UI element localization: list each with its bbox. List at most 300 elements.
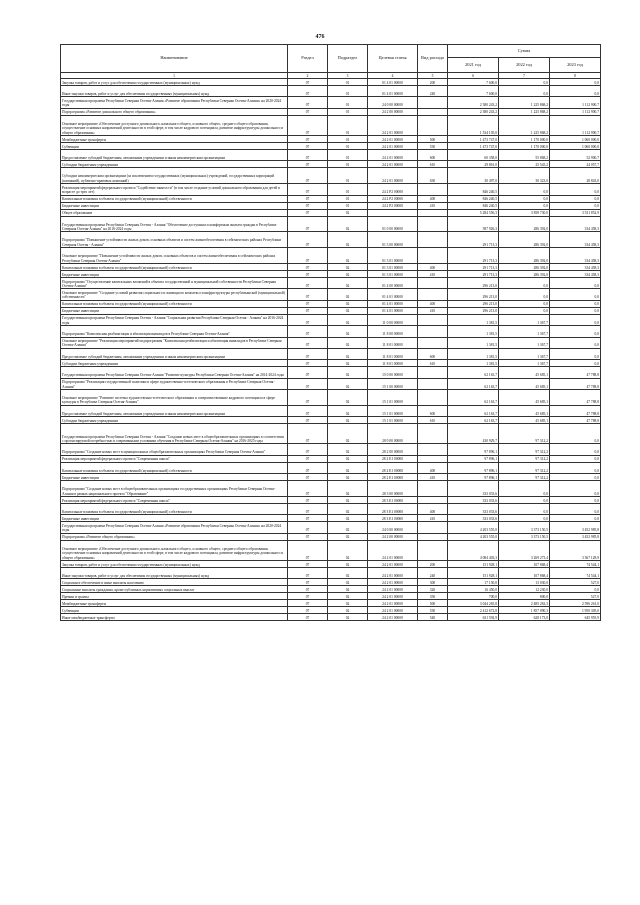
row-section: 07	[288, 586, 328, 593]
row-expense-type: 610	[418, 360, 448, 367]
row-sum-2023: 0,0	[550, 455, 601, 462]
row-sum-2022: 1 225 868,2	[499, 115, 550, 135]
row-subsection: 02	[328, 326, 368, 337]
row-sum-2023: 0,0	[550, 307, 601, 314]
row-sum-2023: 0,0	[550, 474, 601, 481]
row-sum-2023: 47 788,8	[550, 390, 601, 406]
row-sum-2023: 0,0	[550, 195, 601, 202]
table-row	[61, 270, 601, 277]
row-sum-2022: 628 173,0	[499, 614, 550, 621]
row-section: 07	[288, 86, 328, 97]
row-name: Подпрограмма "Осуществление капитальных вложений в объекты государственной и муниципальной собственности Республики Северная Осетия-Алания"	[61, 277, 288, 288]
row-sum-2022: 25 545,2	[499, 161, 550, 168]
row-expense-type	[418, 378, 448, 389]
row-sum-2021: 62 163,7	[448, 390, 499, 406]
row-sum-2022: 2 485 263,3	[499, 600, 550, 607]
row-section: 07	[288, 417, 328, 424]
row-section: 07	[288, 108, 328, 115]
row-subsection: 01	[328, 115, 368, 135]
table-row	[61, 504, 601, 515]
row-sum-2022: 286 392,0	[499, 248, 550, 264]
row-name: Реализация мероприятий федерального проекта "Современная школа"	[61, 497, 288, 504]
row-subsection: 01	[328, 184, 368, 195]
row-name: Подпрограмма "Комплексная реабилитация и абилитация инвалидов в Республике Северная Осетия-Алания"	[61, 326, 288, 337]
table-row	[61, 232, 601, 248]
table-row	[61, 424, 601, 444]
row-subsection: 02	[328, 567, 368, 578]
row-name: Бюджетные инвестиции	[61, 474, 288, 481]
row-expense-type: 600	[418, 149, 448, 160]
row-sum-2021: 2 412 672,8	[448, 607, 499, 614]
row-target-article: 24 2 01 00000	[368, 161, 418, 168]
table-row	[61, 248, 601, 264]
row-sum-2021: 5 284 556,3	[448, 209, 499, 216]
row-sum-2021: 17 150,0	[448, 579, 499, 586]
row-sum-2023: 334 458,3	[550, 248, 601, 264]
row-expense-type: 320	[418, 586, 448, 593]
row-expense-type	[418, 424, 448, 444]
row-subsection: 01	[328, 79, 368, 86]
row-sum-2022: 286 392,0	[499, 263, 550, 270]
table-row	[61, 378, 601, 389]
row-sum-2022: 1 367,7	[499, 314, 550, 325]
row-expense-type: 400	[418, 263, 448, 270]
table-row	[61, 184, 601, 195]
row-sum-2021: 333 033,6	[448, 497, 499, 504]
row-section: 07	[288, 515, 328, 522]
row-sum-2022: 97 312,2	[499, 474, 550, 481]
row-sum-2021: 296 213,0	[448, 277, 499, 288]
column-number: 2	[288, 73, 328, 79]
row-sum-2021: 16 450,0	[448, 586, 499, 593]
row-sum-2022: 3 373 150,5	[499, 533, 550, 540]
row-target-article: 01 4 01 00000	[368, 307, 418, 314]
row-name: Субсидии некоммерческим организациям (за исключением государственных (муниципальных) учреждений, государственных корпораций (компаний), публично-правовых компаний)	[61, 168, 288, 184]
row-name: Иные закупки товаров, работ и услуг для обеспечения государственных (муниципальных) нужд	[61, 567, 288, 578]
table-row	[61, 533, 601, 540]
row-subsection: 02	[328, 300, 368, 307]
row-sum-2021: 333 033,6	[448, 515, 499, 522]
table-row	[61, 337, 601, 348]
row-subsection: 02	[328, 277, 368, 288]
row-expense-type	[418, 115, 448, 135]
table-row	[61, 97, 601, 108]
row-section: 07	[288, 79, 328, 86]
row-sum-2022: 3 858 730,0	[499, 209, 550, 216]
row-sum-2022: 0,0	[499, 497, 550, 504]
row-subsection: 02	[328, 522, 368, 533]
row-sum-2022: 1 170 000,0	[499, 142, 550, 149]
row-subsection: 02	[328, 390, 368, 406]
row-subsection: 01	[328, 202, 368, 209]
row-subsection: 02	[328, 378, 368, 389]
row-target-article: 11 8 01 00000	[368, 348, 418, 359]
row-name: Основное мероприятие "Реализация мероприятий подпрограммы "Комплексная реабилитация и абилитация инвалидов в Республике Северная Осетия-Алания"	[61, 337, 288, 348]
row-sum-2023: 47 788,8	[550, 378, 601, 389]
row-target-article: 11 8 01 00000	[368, 360, 418, 367]
row-section: 07	[288, 390, 328, 406]
row-target-article: 11 8 01 00000	[368, 337, 418, 348]
row-section: 07	[288, 360, 328, 367]
row-sum-2022: 1 857 090,3	[499, 607, 550, 614]
row-section: 07	[288, 337, 328, 348]
row-sum-2023: 334 458,3	[550, 270, 601, 277]
row-sum-2023: 0,0	[550, 586, 601, 593]
row-sum-2023: 52 900,7	[550, 149, 601, 160]
row-target-article: 24 2 P2 00000	[368, 202, 418, 209]
row-subsection: 02	[328, 248, 368, 264]
row-sum-2021: 2 380 243,2	[448, 108, 499, 115]
row-sum-2022: 1 367,7	[499, 337, 550, 348]
row-sum-2021: 97 896,1	[448, 474, 499, 481]
row-target-article: 01 3 01 00000	[368, 248, 418, 264]
table-row	[61, 149, 601, 160]
table-row	[61, 161, 601, 168]
row-target-article: 28 2 00 00000	[368, 444, 418, 455]
row-name: Бюджетные инвестиции	[61, 202, 288, 209]
row-expense-type: 540	[418, 614, 448, 621]
row-sum-2023: 0,0	[550, 504, 601, 515]
row-name: Государственная программа Республики Северная Осетия-Алания «Развитие образования Республики Северная Осетия-Алания» на 2020-2024 годы	[61, 97, 288, 108]
row-sum-2023: 527,0	[550, 579, 601, 586]
row-sum-2021: 1 381,5	[448, 348, 499, 359]
row-expense-type: 410	[418, 474, 448, 481]
row-sum-2022: 3 373 150,5	[499, 522, 550, 533]
row-sum-2023: 0,0	[550, 86, 601, 97]
row-subsection: 02	[328, 289, 368, 300]
row-sum-2023: 47 788,8	[550, 417, 601, 424]
row-expense-type: 410	[418, 515, 448, 522]
column-number: 4	[368, 73, 418, 79]
row-sum-2023: 0,0	[550, 497, 601, 504]
header-year-2023: 2023 год	[550, 58, 601, 73]
row-sum-2022: 1 367,7	[499, 326, 550, 337]
row-expense-type	[418, 277, 448, 288]
row-name: Субсидии бюджетным учреждениям	[61, 417, 288, 424]
row-name: Основное мероприятие «Обеспечение доступного дошкольного, начального общего, основного общего, среднего общего образования, осуществление основных направлений деятельности в этой сфере, в том числе кадрового потенциала, развитие инфраструктуры дошкольного и общего образования»	[61, 115, 288, 135]
table-row	[61, 390, 601, 406]
row-sum-2021: 1 473 747,0	[448, 142, 499, 149]
row-sum-2023: 0,0	[550, 277, 601, 288]
row-sum-2022: 1 367,7	[499, 360, 550, 367]
row-target-article: 24 2 P2 00000	[368, 184, 418, 195]
row-sum-2021: 333 033,6	[448, 504, 499, 515]
row-name: Реализация мероприятий федерального проекта "Содействие занятости" (в том числе создание условий дошкольного образования для детей в возрасте до трех лет)	[61, 184, 288, 195]
row-sum-2022: 0,0	[499, 86, 550, 97]
row-target-article: 01 4 00 00000	[368, 277, 418, 288]
row-sum-2023: 3 367 128,9	[550, 540, 601, 560]
row-sum-2023: 527,0	[550, 593, 601, 600]
row-expense-type: 630	[418, 168, 448, 184]
row-target-article: 01 3 01 00000	[368, 263, 418, 270]
table-row	[61, 367, 601, 378]
row-subsection: 02	[328, 314, 368, 325]
row-target-article: 24 2 01 00000	[368, 115, 418, 135]
row-section: 07	[288, 232, 328, 248]
row-section: 07	[288, 142, 328, 149]
table-row	[61, 289, 601, 300]
table-row	[61, 108, 601, 115]
row-section: 07	[288, 424, 328, 444]
row-sum-2023: 334 458,3	[550, 232, 601, 248]
table-row	[61, 79, 601, 86]
table-body	[61, 79, 601, 621]
row-subsection: 02	[328, 232, 368, 248]
row-name: Капитальные вложения в объекты государственной (муниципальной) собственности	[61, 195, 288, 202]
row-target-article: 01 3 00 00000	[368, 232, 418, 248]
row-subsection: 02	[328, 579, 368, 586]
table-row	[61, 444, 601, 455]
row-name: Общее образование	[61, 209, 288, 216]
row-sum-2021: 291 713,3	[448, 263, 499, 270]
row-sum-2022: 97 312,2	[499, 424, 550, 444]
row-section: 07	[288, 497, 328, 504]
row-expense-type: 350	[418, 593, 448, 600]
row-name: Реализация мероприятий федерального проекта "Современная школа"	[61, 455, 288, 462]
column-number: 8	[550, 73, 601, 79]
row-sum-2022: 45 685,1	[499, 417, 550, 424]
row-section: 07	[288, 195, 328, 202]
row-sum-2021: 333 033,6	[448, 481, 499, 497]
row-name: Социальное обеспечение и иные выплаты населению	[61, 579, 288, 586]
row-expense-type: 610	[418, 417, 448, 424]
row-section: 07	[288, 348, 328, 359]
row-sum-2023: 28 843,0	[550, 168, 601, 184]
row-sum-2022: 286 392,0	[499, 216, 550, 232]
row-sum-2022: 55 868,2	[499, 149, 550, 160]
row-section: 07	[288, 607, 328, 614]
row-section: 07	[288, 560, 328, 567]
row-subsection: 02	[328, 348, 368, 359]
row-section: 07	[288, 533, 328, 540]
page-number: 476	[315, 34, 325, 40]
header-section: Раздел	[288, 45, 328, 73]
table-row	[61, 216, 601, 232]
table-row	[61, 202, 601, 209]
row-sum-2023: 0,0	[550, 202, 601, 209]
row-target-article: 24 0 00 00000	[368, 522, 418, 533]
row-subsection: 02	[328, 360, 368, 367]
row-name: Подпрограмма "Повышение устойчивости жилых домов, основных объектов и систем жизнеобеспечения в сейсмических районах Республики Северная Осетия - Алания"	[61, 232, 288, 248]
row-subsection: 02	[328, 540, 368, 560]
table-row	[61, 481, 601, 497]
row-target-article: 28 3 E1 00000	[368, 504, 418, 515]
row-subsection: 02	[328, 586, 368, 593]
row-sum-2022: 97 312,2	[499, 462, 550, 473]
row-expense-type: 530	[418, 607, 448, 614]
row-section: 07	[288, 367, 328, 378]
row-expense-type	[418, 481, 448, 497]
row-expense-type	[418, 390, 448, 406]
row-sum-2023: 74 544,1	[550, 560, 601, 567]
row-name: Предоставление субсидий бюджетным, автономным учреждениям и иным некоммерческим организациям	[61, 405, 288, 416]
row-sum-2022: 0,0	[499, 202, 550, 209]
row-sum-2023: 0,0	[550, 289, 601, 300]
row-subsection: 02	[328, 216, 368, 232]
table-row	[61, 209, 601, 216]
row-sum-2023: 1 112 900,7	[550, 108, 601, 115]
row-expense-type: 400	[418, 195, 448, 202]
row-sum-2021: 1 381,5	[448, 314, 499, 325]
row-section: 07	[288, 248, 328, 264]
row-name: Иные закупки товаров, работ и услуг для обеспечения государственных (муниципальных) нужд	[61, 86, 288, 97]
row-sum-2022: 45 685,1	[499, 378, 550, 389]
table-row	[61, 600, 601, 607]
row-sum-2023: 2 596 261,0	[550, 600, 601, 607]
row-section: 07	[288, 161, 328, 168]
column-number: 1	[61, 73, 288, 79]
row-name: Субсидии бюджетным учреждениям	[61, 360, 288, 367]
table-row	[61, 314, 601, 325]
row-section: 07	[288, 270, 328, 277]
row-sum-2022: 0,0	[499, 307, 550, 314]
row-sum-2022: 0,0	[499, 289, 550, 300]
row-sum-2022: 3 269 273,4	[499, 540, 550, 560]
row-sum-2021: 62 163,7	[448, 367, 499, 378]
row-sum-2023: 0,0	[550, 360, 601, 367]
header-expense-type: Вид расхода	[418, 45, 448, 73]
row-sum-2023: 0,0	[550, 444, 601, 455]
row-expense-type: 500	[418, 135, 448, 142]
row-name: Межбюджетные трансферты	[61, 135, 288, 142]
row-name: Бюджетные инвестиции	[61, 515, 288, 522]
row-section: 07	[288, 209, 328, 216]
row-name: Субвенции	[61, 142, 288, 149]
row-section: 07	[288, 405, 328, 416]
row-sum-2022: 0,0	[499, 79, 550, 86]
row-sum-2022: 286 392,0	[499, 232, 550, 248]
table-row	[61, 515, 601, 522]
row-sum-2021: 7 600,0	[448, 79, 499, 86]
column-number: 6	[448, 73, 499, 79]
row-subsection: 02	[328, 474, 368, 481]
row-sum-2021: 296 213,0	[448, 307, 499, 314]
row-expense-type	[418, 337, 448, 348]
column-number: 5	[418, 73, 448, 79]
row-subsection: 02	[328, 209, 368, 216]
row-section: 07	[288, 522, 328, 533]
table-row	[61, 614, 601, 621]
row-subsection: 02	[328, 455, 368, 462]
row-target-article: 01 4 01 00000	[368, 86, 418, 97]
row-section: 07	[288, 540, 328, 560]
row-name: Предоставление субсидий бюджетным, автономным учреждениям и иным некоммерческим организациям	[61, 149, 288, 160]
row-expense-type	[418, 108, 448, 115]
row-section: 07	[288, 307, 328, 314]
row-section: 07	[288, 579, 328, 586]
row-target-article: 15 1 01 00000	[368, 405, 418, 416]
row-section: 07	[288, 202, 328, 209]
row-sum-2022: 97 312,2	[499, 444, 550, 455]
row-target-article: 28 3 E1 00000	[368, 515, 418, 522]
row-section: 07	[288, 593, 328, 600]
row-sum-2022: 1 225 868,2	[499, 97, 550, 108]
row-sum-2023: 3 531 852,9	[550, 209, 601, 216]
row-subsection: 02	[328, 367, 368, 378]
row-sum-2021: 62 163,7	[448, 417, 499, 424]
row-name: Государственная программа Республики Северная Осетия - Алания "Обеспечение доступным и комфортным жильем граждан в Республике Северная Осетия-Алания" на 2016-2024 годы	[61, 216, 288, 232]
table-row	[61, 360, 601, 367]
row-sum-2022: 0,0	[499, 184, 550, 195]
row-name: Социальные выплаты гражданам, кроме публичных нормативных социальных выплат	[61, 586, 288, 593]
row-expense-type: 530	[418, 142, 448, 149]
row-sum-2023: 0,0	[550, 337, 601, 348]
row-subsection: 01	[328, 135, 368, 142]
column-number: 7	[499, 73, 550, 79]
row-section: 07	[288, 481, 328, 497]
table-row	[61, 462, 601, 473]
row-expense-type	[418, 522, 448, 533]
row-expense-type	[418, 248, 448, 264]
row-name: Капитальные вложения в объекты государственной (муниципальной) собственности	[61, 300, 288, 307]
table-row	[61, 142, 601, 149]
row-sum-2023: 1 950 305,0	[550, 607, 601, 614]
row-expense-type: 500	[418, 600, 448, 607]
row-name: Основное мероприятие "Развитие системы художественно-эстетического образования и совершенствование кадрового потенциала в сфере культуры в Республике Северная Осетия-Алания"	[61, 390, 288, 406]
row-expense-type	[418, 216, 448, 232]
row-subsection: 02	[328, 444, 368, 455]
row-subsection: 01	[328, 149, 368, 160]
row-sum-2021: 1 381,5	[448, 337, 499, 348]
row-target-article: 24 2 01 00000	[368, 168, 418, 184]
row-target-article: 24 2 01 00000	[368, 579, 418, 586]
row-sum-2021: 4 203 555,0	[448, 522, 499, 533]
row-expense-type: 600	[418, 348, 448, 359]
row-subsection: 02	[328, 504, 368, 515]
table-row	[61, 168, 601, 184]
row-target-article: 28 2 E1 00000	[368, 474, 418, 481]
row-sum-2022: 12 230,0	[499, 586, 550, 593]
row-target-article: 24 2 01 00000	[368, 560, 418, 567]
row-sum-2023: 24 057,7	[550, 161, 601, 168]
row-subsection: 02	[328, 270, 368, 277]
row-section: 07	[288, 567, 328, 578]
row-target-article: 24 2 01 00000	[368, 600, 418, 607]
row-sum-2023: 3 452 985,8	[550, 533, 601, 540]
table-row	[61, 579, 601, 586]
row-sum-2023: 1 112 900,7	[550, 115, 601, 135]
table-row	[61, 567, 601, 578]
row-target-article: 28 3 E1 00000	[368, 497, 418, 504]
row-sum-2022: 107 868,4	[499, 560, 550, 567]
row-sum-2021: 2 380 243,2	[448, 97, 499, 108]
column-number: 3	[328, 73, 368, 79]
row-name: Подпрограмма «Развитие общего образования»	[61, 533, 288, 540]
row-expense-type: 300	[418, 579, 448, 586]
row-sum-2023: 0,0	[550, 314, 601, 325]
table-row	[61, 455, 601, 462]
row-subsection: 02	[328, 515, 368, 522]
row-expense-type	[418, 314, 448, 325]
row-expense-type	[418, 184, 448, 195]
table-row	[61, 586, 601, 593]
row-expense-type	[418, 533, 448, 540]
row-sum-2023: 0,0	[550, 184, 601, 195]
row-name: Межбюджетные трансферты	[61, 600, 288, 607]
table-row	[61, 348, 601, 359]
row-sum-2021: 151 928,1	[448, 567, 499, 578]
row-expense-type	[418, 97, 448, 108]
row-sum-2021: 1 534 105,0	[448, 115, 499, 135]
row-subsection: 02	[328, 607, 368, 614]
row-subsection: 01	[328, 168, 368, 184]
row-sum-2021: 291 713,3	[448, 232, 499, 248]
row-sum-2021: 430 929,7	[448, 424, 499, 444]
row-name: Подпрограмма "Создание новых мест в муниципальных общеобразовательных организациях Республики Северная Осетия-Алания"	[61, 444, 288, 455]
row-subsection: 02	[328, 533, 368, 540]
table-row	[61, 195, 601, 202]
row-target-article: 24 2 01 00000	[368, 135, 418, 142]
